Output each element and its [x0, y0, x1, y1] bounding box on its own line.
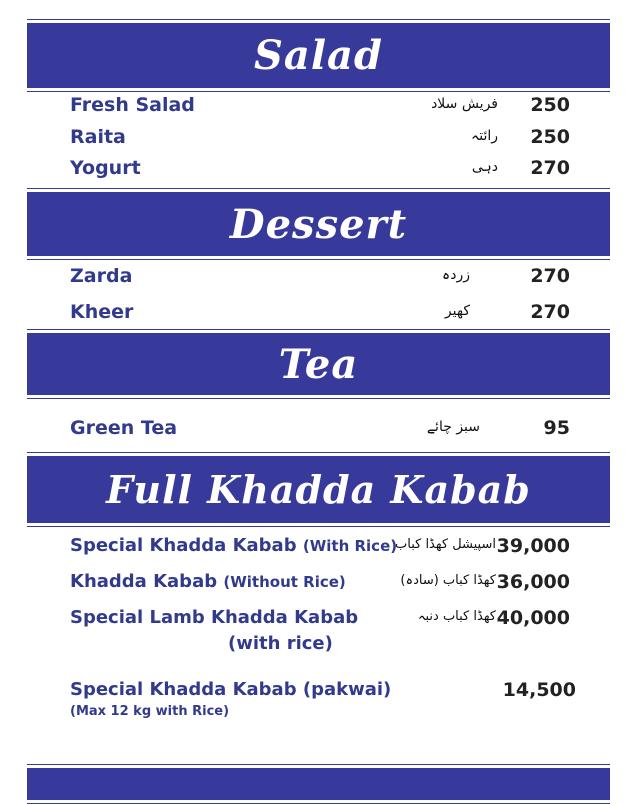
menu-item-zarda — [70, 265, 570, 293]
next-section-band — [27, 764, 610, 804]
kabab-header-band — [27, 452, 610, 527]
menu-item-special-lamb-khadda-kabab — [70, 607, 570, 659]
tea-header-band — [27, 329, 610, 399]
item-note: (With Rice) — [302, 537, 398, 555]
item-price: 14,500 — [502, 679, 576, 701]
salad-header-band — [27, 19, 610, 92]
menu-item-special-khadda-kabab — [70, 535, 570, 563]
item-price: 39,000 — [496, 535, 570, 557]
menu-item-kheer — [70, 301, 570, 329]
item-urdu: کھیر — [444, 303, 470, 319]
item-urdu: اسپیشل کھڈا کباب — [395, 537, 496, 552]
item-name: Green Tea — [70, 417, 178, 439]
item-name: Zarda — [70, 265, 133, 287]
tea-header-fill — [27, 333, 610, 395]
item-name: Khadda Kabab — [70, 571, 218, 592]
item-price: 250 — [530, 94, 570, 116]
item-name: Fresh Salad — [70, 94, 195, 116]
item-urdu: زردہ — [442, 267, 470, 283]
item-name: Special Lamb Khadda Kabab — [70, 607, 359, 628]
dessert-title: Dessert — [229, 200, 408, 248]
item-price: 36,000 — [496, 571, 570, 593]
item-name: Kheer — [70, 301, 134, 323]
salad-header-fill — [27, 23, 610, 88]
item-price: 95 — [543, 417, 570, 439]
kabab-header-fill — [27, 456, 610, 523]
item-urdu: کھڈا کباب دنبہ — [417, 609, 496, 624]
item-name-wrap — [70, 535, 397, 556]
item-urdu: سبز چائے — [426, 419, 480, 435]
item-price: 270 — [530, 265, 570, 287]
item-note: (Max 12 kg with Rice) — [70, 704, 230, 719]
item-urdu: رائتہ — [471, 128, 498, 144]
dessert-header-band — [27, 188, 610, 260]
item-price: 250 — [530, 126, 570, 148]
kabab-title: Full Khadda Kabab — [106, 467, 531, 512]
menu-item-special-khadda-kabab-pakwai — [70, 679, 576, 725]
item-urdu: کھڈا کباب (سادہ) — [400, 573, 496, 588]
item-note: (with rice) — [228, 633, 333, 654]
tea-title: Tea — [278, 340, 359, 388]
item-name: Special Khadda Kabab — [70, 535, 297, 556]
item-price: 270 — [530, 157, 570, 179]
item-urdu: دہی — [471, 159, 498, 175]
menu-item-khadda-kabab — [70, 571, 570, 599]
salad-title: Salad — [254, 32, 383, 79]
item-note: (Without Rice) — [223, 573, 346, 591]
item-urdu: فریش سلاد — [431, 96, 498, 112]
item-price: 270 — [530, 301, 570, 323]
menu-item-fresh-salad — [70, 94, 570, 122]
item-name: Yogurt — [70, 157, 141, 179]
menu-item-raita — [70, 126, 570, 154]
item-name: Raita — [70, 126, 126, 148]
next-section-fill — [27, 768, 610, 800]
menu-item-yogurt — [70, 157, 570, 185]
dessert-header-fill — [27, 192, 610, 256]
item-name-wrap — [70, 571, 346, 592]
menu-item-green-tea — [70, 417, 570, 445]
item-name: Special Khadda Kabab (pakwai) — [70, 679, 392, 700]
item-price: 40,000 — [496, 607, 570, 629]
